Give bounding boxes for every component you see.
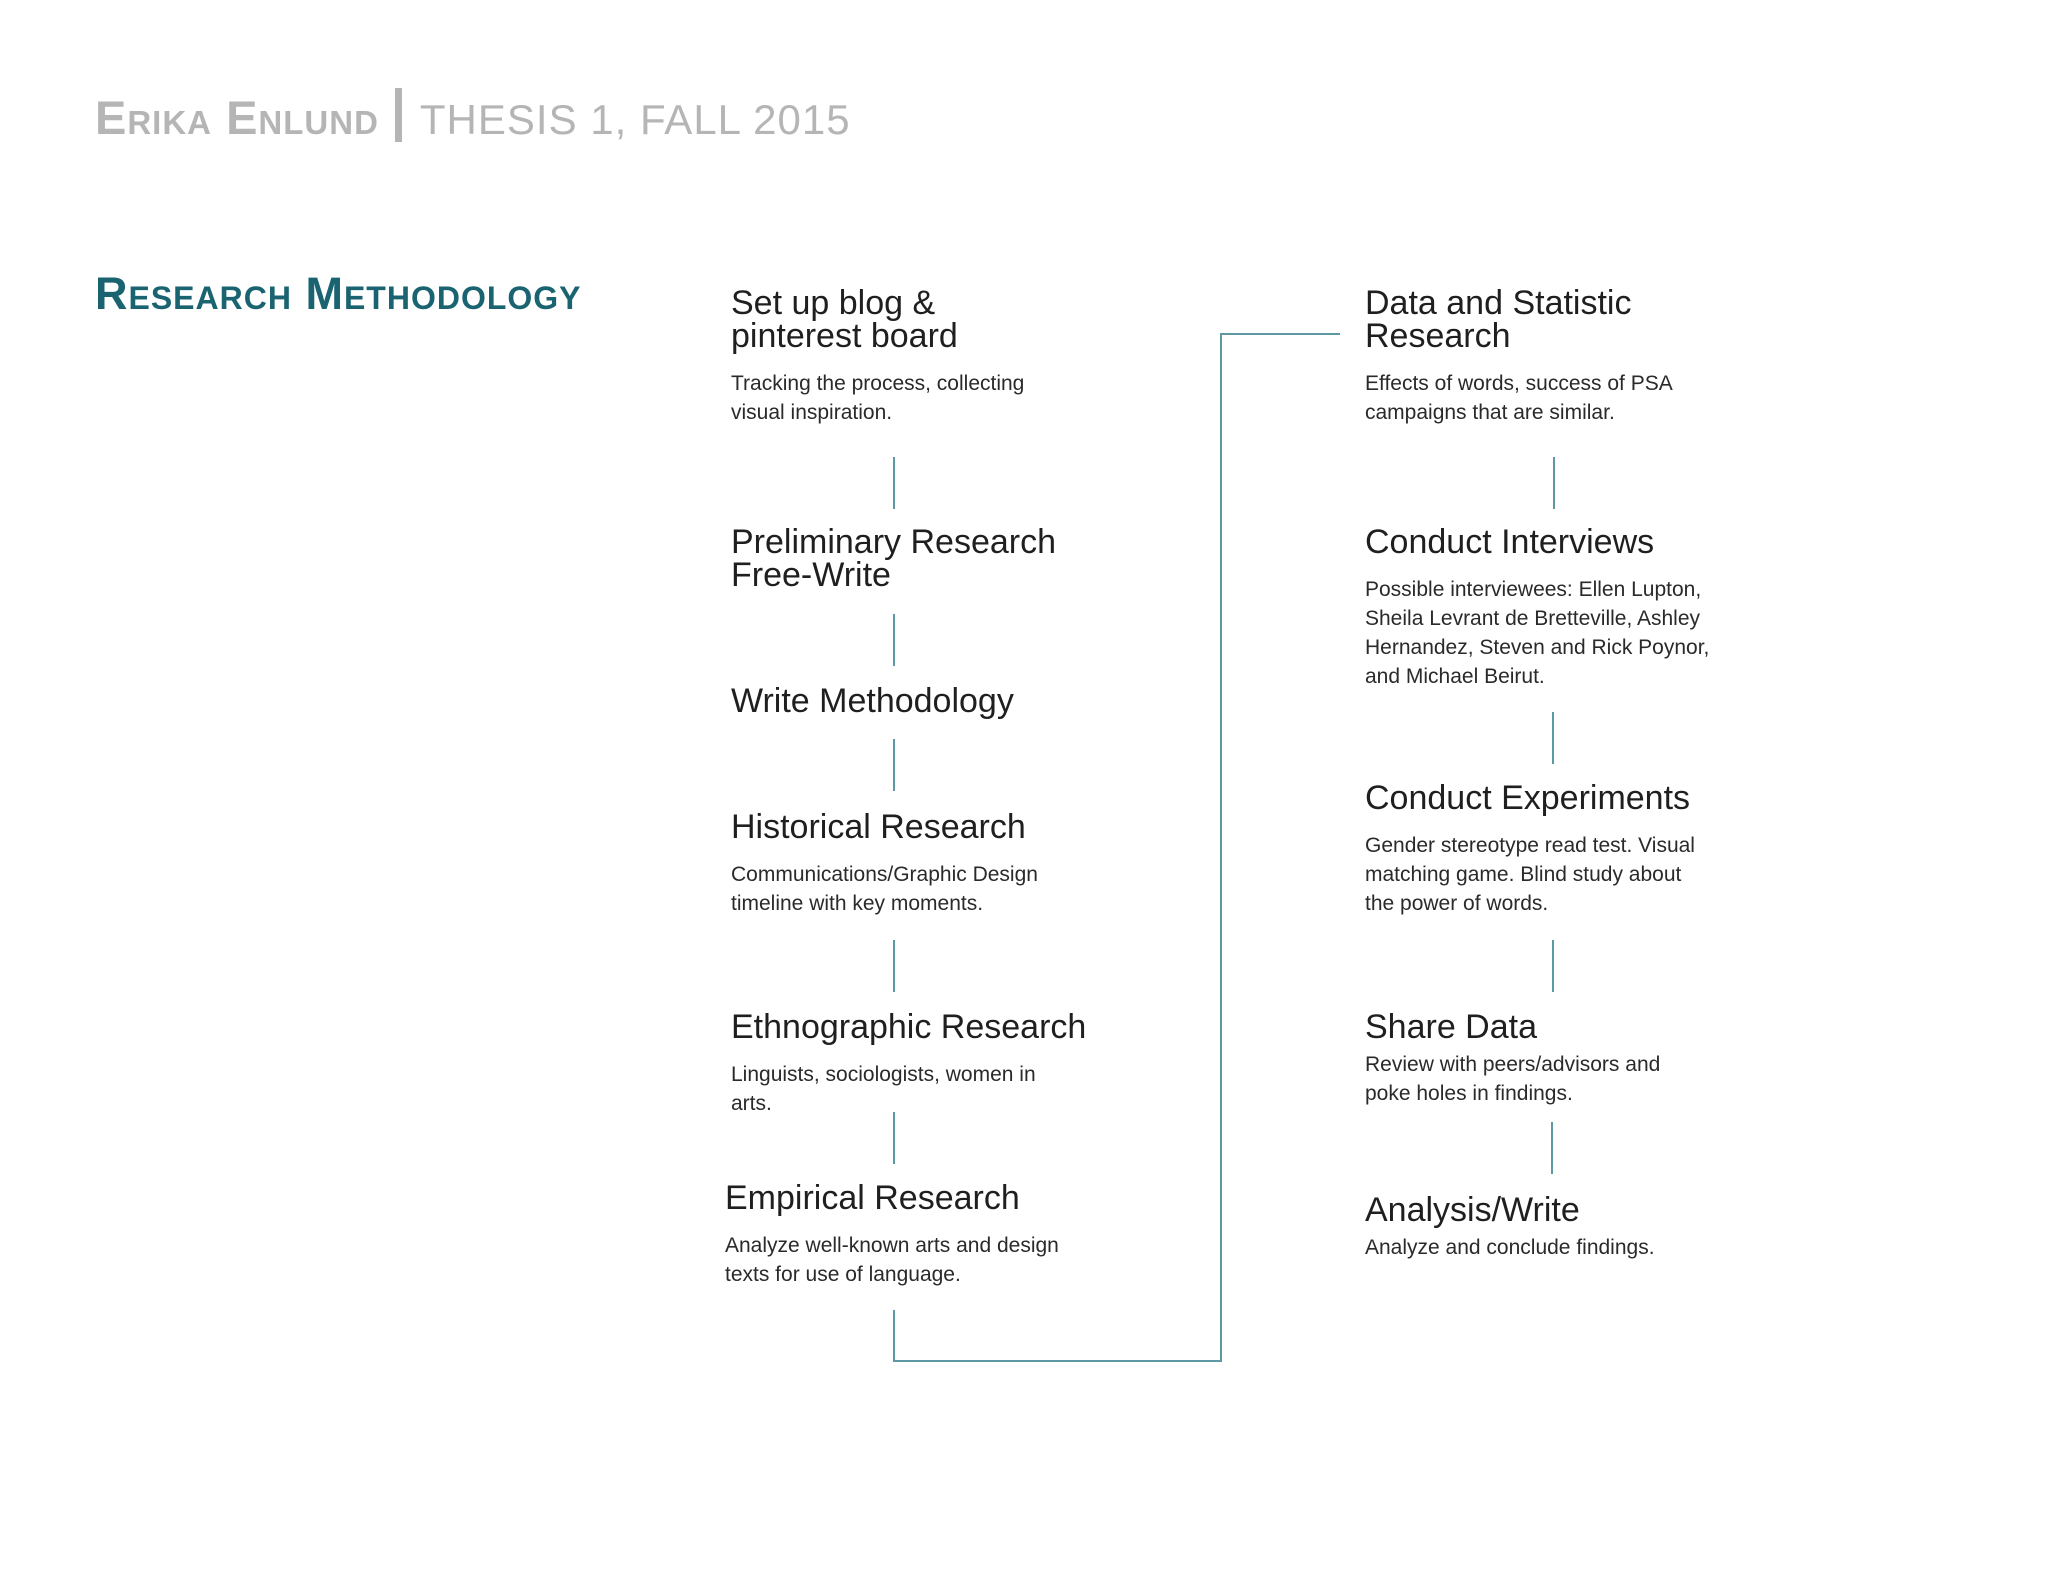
step-description: Review with peers/advisors and poke holes in findings. [1365, 1053, 1661, 1105]
step-preliminary-research [731, 523, 1151, 594]
step-empirical-research [725, 1179, 1145, 1289]
connector-line [893, 1112, 895, 1164]
step-title: Write Methodology [731, 682, 1014, 720]
step-description: Analyze well-known arts and design texts for use of language. [725, 1234, 1059, 1286]
step-ethnographic-research [731, 1008, 1151, 1118]
bracket-down-line [893, 1310, 895, 1362]
step-description: Gender stereotype read test. Visual matching game. Blind study about the power of words. [1365, 834, 1695, 915]
step-share-data [1365, 1008, 1785, 1108]
section-title: Research Methodology [95, 268, 582, 319]
header-divider [395, 88, 402, 142]
page-header [95, 88, 851, 148]
step-title: Conduct Experiments [1365, 779, 1691, 817]
author-name: Erika Enlund [95, 91, 379, 144]
bracket-bottom-line [893, 1360, 1222, 1362]
connector-line [893, 940, 895, 992]
step-title: Historical Research [731, 808, 1026, 846]
connector-line [1552, 940, 1554, 992]
step-description: Tracking the process, collecting visual inspiration. [731, 372, 1025, 424]
step-data-statistic-research [1365, 284, 1785, 427]
step-description: Effects of words, success of PSA campaigns that are similar. [1365, 372, 1673, 424]
connector-line [893, 739, 895, 791]
step-historical-research [731, 808, 1151, 918]
step-title: Preliminary Research Free-Write [731, 523, 1056, 594]
step-set-up-blog [731, 284, 1151, 427]
step-description: Linguists, sociologists, women in arts. [731, 1063, 1036, 1115]
step-title: Share Data [1365, 1008, 1537, 1046]
connector-line [893, 614, 895, 666]
step-description: Analyze and conclude findings. [1365, 1236, 1655, 1259]
connector-line [1553, 457, 1555, 509]
step-title: Empirical Research [725, 1179, 1020, 1217]
step-analysis-write [1365, 1191, 1785, 1262]
step-title: Data and Statistic Research [1365, 284, 1632, 355]
thesis-label: THESIS 1, FALL 2015 [419, 96, 851, 143]
step-conduct-experiments [1365, 779, 1785, 918]
connector-line [893, 457, 895, 509]
bracket-top-line [1220, 333, 1340, 335]
step-title: Analysis/Write [1365, 1191, 1580, 1229]
step-description: Communications/Graphic Design timeline with key moments. [731, 863, 1038, 915]
step-title: Ethnographic Research [731, 1008, 1087, 1046]
connector-line [1552, 712, 1554, 764]
step-description: Possible interviewees: Ellen Lupton, Sheila Levrant de Bretteville, Ashley Hernandez, Steven and Rick Poynor, and Michael Beirut. [1365, 578, 1710, 688]
step-conduct-interviews [1365, 523, 1785, 691]
bracket-up-line [1220, 333, 1222, 1362]
step-write-methodology [731, 682, 1151, 720]
step-title: Set up blog & pinterest board [731, 284, 958, 355]
step-title: Conduct Interviews [1365, 523, 1655, 561]
connector-line [1551, 1122, 1553, 1174]
